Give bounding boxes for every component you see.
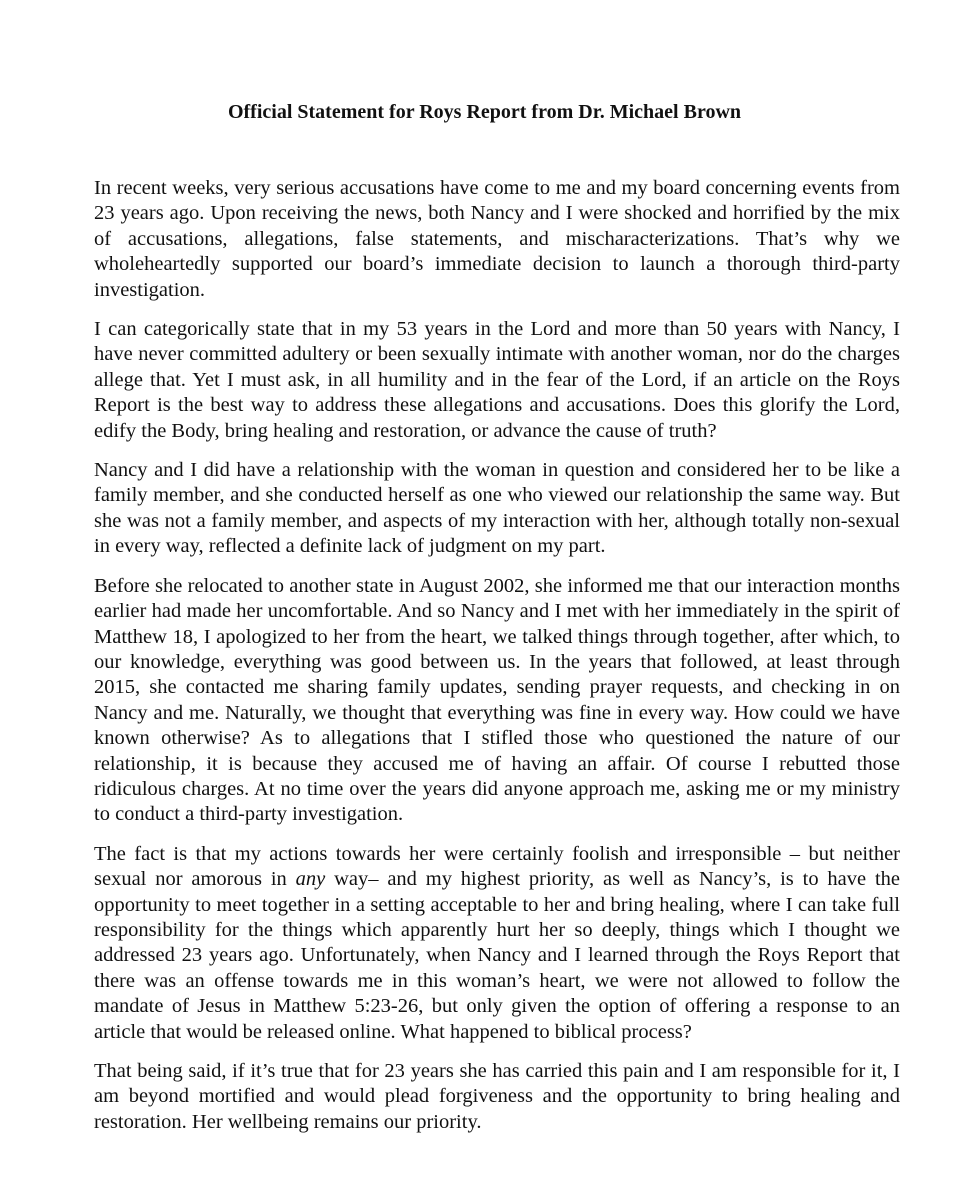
paragraph-4: Before she relocated to another state in August 2002, she informed me that our interaction months earlier had made her uncomfortable. And so Nancy and I met with her immediately in the spirit of Matthew 18, I apologized to her from the heart, we talked things through together, after which, to our knowledge, everything was good between us. In the years that followed, at least through 2015, she contacted me sharing family updates, sending prayer requests, and checking in on Nancy and me. Naturally, we thought that everything was fine in every way. How could we have known otherwise? As to allegations that I stifled those who questioned the nature of our relationship, it is because they accused me of having an affair. Of course I rebutted those ridiculous charges. At no time over the years did anyone approach me, asking me or my ministry to conduct a third-party investigation.	[94, 574, 900, 826]
statement-body	[94, 176, 900, 1149]
paragraph-5-text-start: The fact is that my actions towards her were certainly foolish and irresponsible – but neither sexual nor amorous in	[94, 842, 900, 891]
paragraph-1: In recent weeks, very serious accusations have come to me and my board concerning events from 23 years ago. Upon receiving the news, both Nancy and I were shocked and horrified by the mix of accusations, allegations, false statements, and mischaracterizations. That’s why we wholeheartedly supported our board’s immediate decision to launch a thorough third-party investigation.	[94, 177, 900, 301]
paragraph-5-emphasis: any	[295, 868, 326, 891]
paragraph-2: I can categorically state that in my 53 years in the Lord and more than 50 years with Nancy, I have never committed adultery or been sexually intimate with another woman, nor do the charges allege that. Yet I must ask, in all humility and in the fear of the Lord, if an article on the Roys Report is the best way to address these allegations and accusations. Does this glorify the Lord, edify the Body, bring healing and restoration, or advance the cause of truth?	[94, 318, 900, 442]
paragraph-6: That being said, if it’s true that for 23 years she has carried this pain and I am responsible for it, I am beyond mortified and would plead forgiveness and the opportunity to bring healing and restoration. Her wellbeing remains our priority.	[94, 1060, 900, 1133]
paragraph-3: Nancy and I did have a relationship with the woman in question and considered her to be like a family member, and she conducted herself as one who viewed our relationship the same way. But she was not a family member, and aspects of my interaction with her, although totally non-sexual in every way, reflected a definite lack of judgment on my part.	[94, 459, 900, 558]
document-title: Official Statement for Roys Report from Dr. Michael Brown	[227, 101, 742, 123]
paragraph-5	[94, 842, 900, 1045]
paragraph-5-text-end: way– and my highest priority, as well as Nancy’s, is to have the opportunity to meet together in a setting acceptable to her and bring healing, where I can take full responsibility for the things which apparently hurt her so deeply, things which I thought we addressed 23 years ago. Unfortunately, when Nancy and I learned through the Roys Report that there was an offense towards me in this woman’s heart, we were not allowed to follow the mandate of Jesus in Matthew 5:23-26, but only given the option of offering a response to an article that would be released online. What happened to biblical process?	[94, 868, 900, 1043]
